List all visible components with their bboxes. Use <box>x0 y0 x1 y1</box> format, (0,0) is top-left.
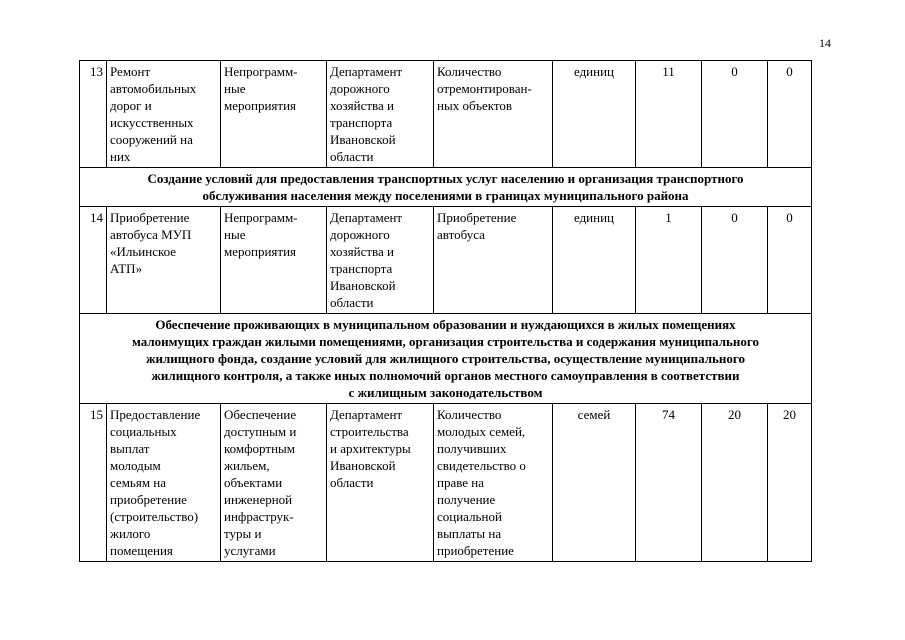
indicator-name-line: социальной <box>437 509 502 524</box>
program-name-line: мероприятия <box>224 244 297 259</box>
row-number: 13 <box>80 61 107 168</box>
activity-name-line: приобретение <box>110 492 187 507</box>
value-cell-1: 74 <box>636 404 702 562</box>
indicator-name-line: ных объектов <box>437 98 513 113</box>
program-name-line: ные <box>224 81 246 96</box>
activity-name-line: Приобретение <box>110 210 190 225</box>
section-heading-line: обслуживания населения между поселениями в границах муниципального района <box>202 188 689 203</box>
activity-name-line: семьям на <box>110 475 167 490</box>
activity-name-line: социальных <box>110 424 177 439</box>
executor-name-line: и архитектуры <box>330 441 411 456</box>
program-name <box>221 404 327 562</box>
value-cell-1: 1 <box>636 207 702 314</box>
indicator-name-line: приобретение <box>437 543 514 558</box>
program-name <box>221 61 327 168</box>
executor-name <box>327 404 434 562</box>
program-name-line: Непрограмм- <box>224 64 298 79</box>
executor-name-line: хозяйства и <box>330 244 394 259</box>
program-name-line: объектами <box>224 475 283 490</box>
section-heading-line: жилищного контроля, а также иных полномочий органов местного самоуправления в соответствии <box>151 368 740 383</box>
table-row <box>80 404 812 562</box>
executor-name-line: Департамент <box>330 407 403 422</box>
section-heading <box>80 168 812 207</box>
indicator-name-line: отремонтирован- <box>437 81 532 96</box>
executor-name-line: Департамент <box>330 64 403 79</box>
section-heading-line: малоимущих граждан жилыми помещениями, организация строительства и содержания муниципального <box>132 334 759 349</box>
executor-name <box>327 207 434 314</box>
executor-name <box>327 61 434 168</box>
activity-name-line: выплат <box>110 441 150 456</box>
activity-name-line: автомобильных <box>110 81 197 96</box>
activity-name-line: Ремонт <box>110 64 151 79</box>
program-name-line: жильем, <box>224 458 270 473</box>
program-name-line: туры и <box>224 526 262 541</box>
activity-name-line: искусственных <box>110 115 194 130</box>
program-name-line: инфраструк- <box>224 509 294 524</box>
indicator-name-line: получение <box>437 492 496 507</box>
value-cell-2: 20 <box>702 404 768 562</box>
activity-name-line: «Ильинское <box>110 244 177 259</box>
value-cell-3: 0 <box>768 61 812 168</box>
table-body <box>80 61 812 562</box>
section-heading-line: с жилищным законодательством <box>348 385 543 400</box>
executor-name-line: дорожного <box>330 227 390 242</box>
indicator-name-line: молодых семей, <box>437 424 526 439</box>
activity-name <box>107 404 221 562</box>
program-name-line: услугами <box>224 543 276 558</box>
executor-name-line: области <box>330 475 374 490</box>
section-header-row <box>80 314 812 404</box>
indicator-name-line: праве на <box>437 475 485 490</box>
row-number: 15 <box>80 404 107 562</box>
value-cell-3: 20 <box>768 404 812 562</box>
executor-name-line: Ивановской <box>330 278 396 293</box>
section-heading <box>80 314 812 404</box>
indicator-name-line: выплаты на <box>437 526 502 541</box>
indicator-name-line: автобуса <box>437 227 485 242</box>
executor-name-line: Ивановской <box>330 458 396 473</box>
activity-name-line: сооружений на <box>110 132 193 147</box>
program-name-line: ные <box>224 227 246 242</box>
program-name <box>221 207 327 314</box>
activity-name <box>107 61 221 168</box>
executor-name-line: транспорта <box>330 115 393 130</box>
indicator-name-line: Количество <box>437 407 502 422</box>
executor-name-line: Ивановской <box>330 132 396 147</box>
section-heading-line: жилищного фонда, создание условий для жилищного строительства, осуществление муниципального <box>146 351 745 366</box>
executor-name-line: Департамент <box>330 210 403 225</box>
page-number: 14 <box>819 36 831 50</box>
executor-name-line: транспорта <box>330 261 393 276</box>
value-cell-2: 0 <box>702 61 768 168</box>
indicator-name-line: получивших <box>437 441 507 456</box>
activity-name-line: них <box>110 149 131 164</box>
indicator-name-line: Количество <box>437 64 502 79</box>
program-name-line: доступным и <box>224 424 297 439</box>
program-name-line: комфортным <box>224 441 295 456</box>
activity-name-line: помещения <box>110 543 173 558</box>
section-heading-line: Обеспечение проживающих в муниципальном образовании и нуждающихся в жилых помещениях <box>155 317 736 332</box>
activity-name-line: АТП» <box>110 261 143 276</box>
program-name-line: мероприятия <box>224 98 297 113</box>
value-cell-2: 0 <box>702 207 768 314</box>
executor-name-line: дорожного <box>330 81 390 96</box>
activity-name-line: жилого <box>110 526 151 541</box>
indicator-name <box>434 404 553 562</box>
activity-name-line: молодым <box>110 458 161 473</box>
indicator-name-line: Приобретение <box>437 210 517 225</box>
activity-name <box>107 207 221 314</box>
row-number: 14 <box>80 207 107 314</box>
program-name-line: Обеспечение <box>224 407 297 422</box>
executor-name-line: области <box>330 149 374 164</box>
activity-name-line: (строительство) <box>110 509 199 524</box>
indicator-name <box>434 207 553 314</box>
executor-name-line: строительства <box>330 424 409 439</box>
unit-cell: единиц <box>553 207 636 314</box>
program-table <box>79 60 812 562</box>
activity-name-line: Предоставление <box>110 407 201 422</box>
value-cell-3: 0 <box>768 207 812 314</box>
program-name-line: инженерной <box>224 492 293 507</box>
activity-name-line: автобуса МУП <box>110 227 192 242</box>
section-header-row <box>80 168 812 207</box>
section-heading-line: Создание условий для предоставления транспортных услуг населению и организация транспортного <box>147 171 744 186</box>
table-row <box>80 61 812 168</box>
table-row <box>80 207 812 314</box>
unit-cell: единиц <box>553 61 636 168</box>
indicator-name-line: свидетельство о <box>437 458 526 473</box>
program-name-line: Непрограмм- <box>224 210 298 225</box>
activity-name-line: дорог и <box>110 98 152 113</box>
executor-name-line: области <box>330 295 374 310</box>
value-cell-1: 11 <box>636 61 702 168</box>
indicator-name <box>434 61 553 168</box>
unit-cell: семей <box>553 404 636 562</box>
executor-name-line: хозяйства и <box>330 98 394 113</box>
